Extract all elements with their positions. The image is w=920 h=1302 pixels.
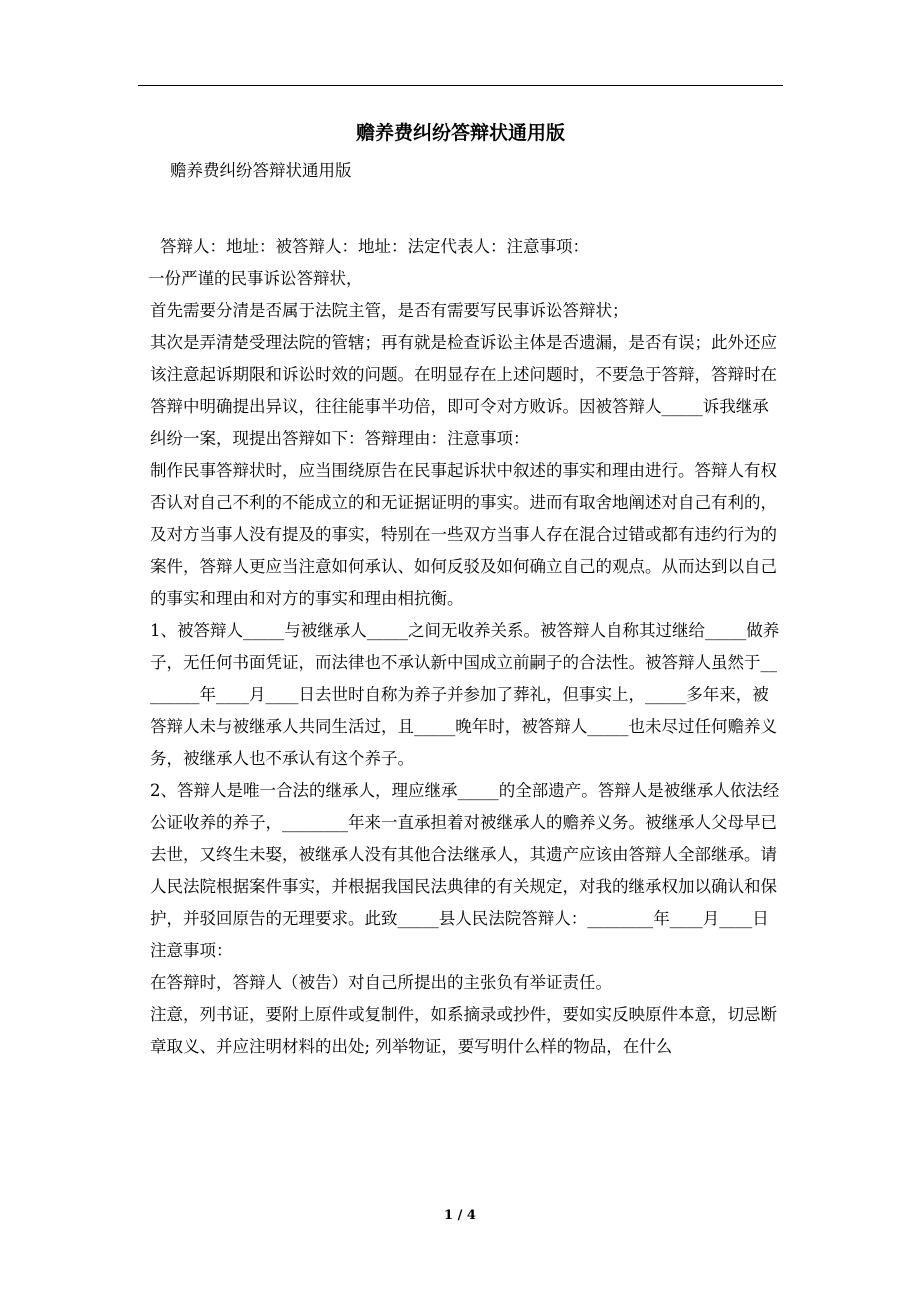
document-body — [140, 155, 785, 1063]
paragraph-burden-of-proof: 在答辩时，答辩人（被告）对自己所提出的主张负有举证责任。 — [150, 973, 612, 992]
paragraph-point-2: 2、答辩人是唯一合法的继承人，理应继承_____的全部遗产。答辩人是被继承人依法经公证收养的养子，________年来一直承担着对被继承人的赡养义务。被继承人父母早已去世，又终生未娶，被继承人没有其他合法继承人，其遗产应该由答辩人全部继承。请人民法院根据案件事实，并根据我国民法典律的有关规定，对我的继承权加以确认和保护，并驳回原告的无理要求。此致_____县人民法院答辩人：________年____月____日注意事项： — [150, 781, 780, 960]
header-rule — [138, 85, 783, 86]
paragraph-intro: 一份严谨的民事诉讼答辩状， — [148, 269, 363, 288]
paragraph-parties: 答辩人：地址：被答辩人：地址：法定代表人：注意事项： — [160, 237, 589, 256]
paragraph-procedure: 其次是弄清楚受理法院的管辖；再有就是检查诉讼主体是否遗漏，是否有误；此外还应该注意起诉期限和诉讼时效的问题。在明显存在上述问题时，不要急于答辩，答辩时在答辩中明确提出异议，往往能事半功倍，即可令对方败诉。因被答辩人_____诉我继承纠纷一案，现提出答辩如下：答辩理由：注意事项： — [150, 333, 777, 448]
document-subtitle: 赡养费纠纷答辩状通用版 — [170, 161, 352, 180]
paragraph-drafting: 制作民事答辩状时，应当围绕原告在民事起诉状中叙述的事实和理由进行。答辩人有权否认对自己不利的不能成立的和无证据证明的事实。进而有取舍地阐述对自己有利的，及对方当事人没有提及的事实，特别在一些双方当事人存在混合过错或都有违约行为的案件，答辩人更应当注意如何承认、如何反驳及如何确立自己的观点。从而达到以自己的事实和理由和对方的事实和理由相抗衡。 — [150, 461, 777, 608]
document-title: 赡养费纠纷答辩状通用版 — [355, 122, 565, 144]
blank-space — [140, 187, 785, 231]
page-number: 1 / 4 — [444, 1208, 476, 1223]
paragraph-evidence: 注意，列书证，要附上原件或复制件，如系摘录或抄件，要如实反映原件本意，切忌断章取义、并应注明材料的出处; 列举物证，要写明什么样的物品，在什么 — [150, 1005, 777, 1056]
paragraph-point-1: 1、被答辩人_____与被继承人_____之间无收养关系。被答辩人自称其过继给_____做养子，无任何书面凭证，而法律也不承认新中国成立前嗣子的合法性。被答辩人虽然于________年____月____日去世时自称为养子并参加了葬礼，但事实上，_____多年来，被答辩人未与被继承人共同生活过，且_____晚年时，被答辩人_____也未尽过任何赡养义务，被继承人也不承认有这个养子。 — [150, 621, 780, 768]
paragraph-jurisdiction: 首先需要分清是否属于法院主管，是否有需要写民事诉讼答辩状； — [150, 301, 629, 320]
